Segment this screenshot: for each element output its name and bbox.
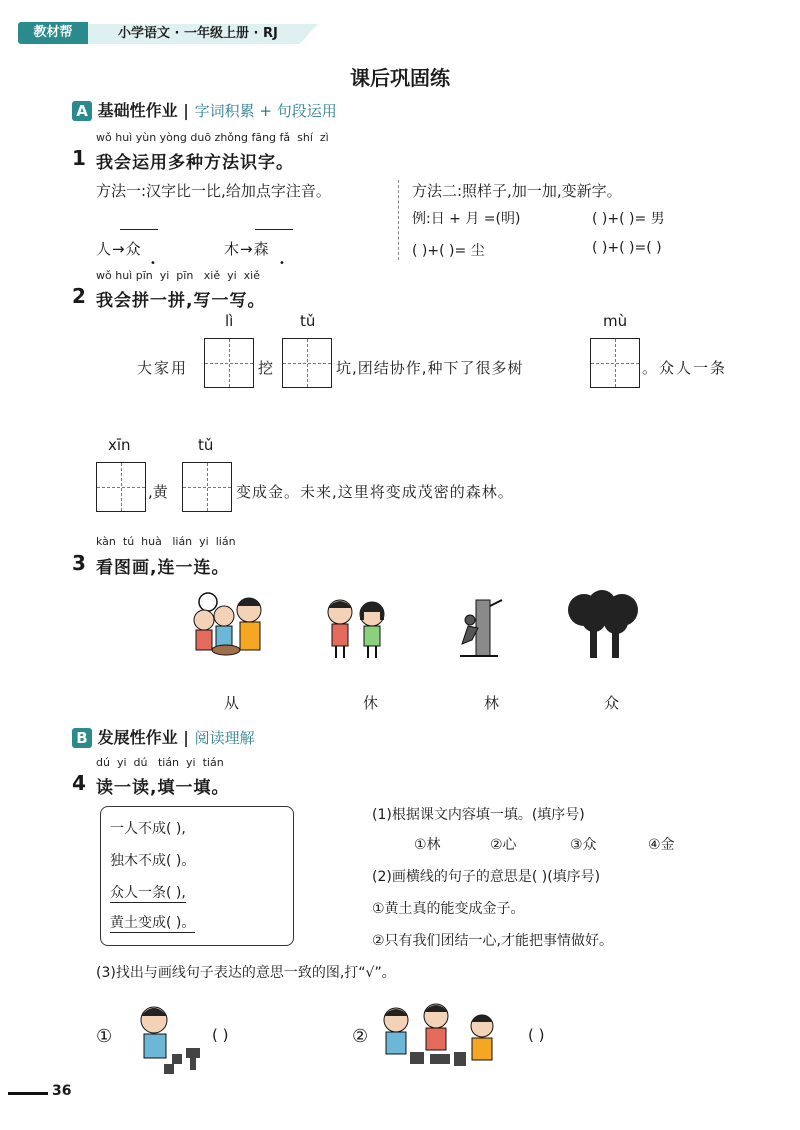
pinyin-tu2: tǔ	[198, 436, 214, 454]
writing-box-li[interactable]	[204, 338, 254, 388]
q3-text: 看图画,连一连。	[96, 558, 230, 578]
forest-trees-illustration	[566, 590, 642, 662]
q4-option2: ②只有我们团结一心,才能把事情做好。	[372, 933, 613, 949]
pinyin-li: lì	[225, 312, 234, 330]
pinyin-tu: tǔ	[300, 312, 316, 330]
two-friends-illustration	[322, 592, 392, 662]
q1-pair2: 木→森	[224, 240, 270, 258]
section-b-sub: 阅读理解	[194, 729, 255, 747]
q1-method2: 方法二:照样子,加一加,变新字。	[412, 182, 622, 200]
q1-pair1: 人→众	[96, 240, 142, 258]
passage-line-1[interactable]: 一人不成( ),	[110, 821, 186, 837]
answer-line-2[interactable]	[255, 229, 293, 230]
picture-1-label: ①	[96, 1026, 113, 1047]
section-b-heading	[72, 725, 255, 748]
subject-label: 小学语文 · 一年级上册 · RJ	[118, 26, 278, 41]
people-group-illustration	[184, 580, 274, 660]
q1-text: 我会运用多种方法识字。	[96, 153, 294, 173]
q4-pinyin: dú yi dú tián yi tián	[96, 756, 224, 769]
q2-s4: 。众人一条	[642, 359, 728, 377]
q4-text: 读一读,填一填。	[96, 778, 230, 798]
passage-line-3-underlined[interactable]: 众人一条( ),	[110, 882, 186, 903]
emphasis-dot: •	[279, 258, 285, 269]
child-stacking-blocks-alone-illustration	[124, 998, 214, 1078]
q3-pinyin: kàn tú huà lián yi lián	[96, 535, 236, 548]
q1-pinyin: wǒ huì yùn yòng duō zhǒng fāng fǎ shí zì	[96, 131, 329, 144]
section-b-label: 发展性作业	[97, 728, 178, 747]
q2-s2: 挖	[258, 359, 274, 377]
choice-jin: ④金	[648, 837, 675, 853]
q1-number: 1	[72, 146, 86, 170]
section-a-label: 基础性作业	[97, 101, 178, 120]
q1-eq3[interactable]: ( )+( )=( )	[592, 240, 662, 256]
section-a-sub: 字词积累 + 句段运用	[194, 102, 337, 120]
section-a-heading	[72, 98, 337, 121]
q3-label-lin[interactable]: 林	[484, 694, 500, 712]
q1-eq1[interactable]: ( )+( )= 男	[592, 211, 665, 227]
choice-lin: ①林	[414, 837, 441, 853]
divider: |	[183, 728, 190, 747]
passage-line-2[interactable]: 独木不成( )。	[110, 853, 196, 869]
picture-2-label: ②	[352, 1026, 369, 1047]
q1-eq2[interactable]: ( )+( )= 尘	[412, 243, 485, 259]
person-leaning-tree-illustration	[454, 598, 504, 660]
section-b-badge: B	[72, 728, 92, 748]
divider: |	[183, 101, 190, 120]
writing-box-tu[interactable]	[282, 338, 332, 388]
q3-label-zhong[interactable]: 众	[604, 694, 620, 712]
q2-s3: 坑,团结协作,种下了很多树	[336, 359, 524, 377]
writing-box-mu[interactable]	[590, 338, 640, 388]
pinyin-mu: mù	[603, 312, 628, 330]
q1-divider	[398, 180, 399, 260]
q2-s6: 变成金。未来,这里将变成茂密的森林。	[236, 483, 514, 501]
check-box-2[interactable]: ( )	[528, 1026, 545, 1044]
section-a-badge: A	[72, 101, 92, 121]
answer-line-1[interactable]	[120, 229, 158, 230]
emphasis-dot: •	[150, 258, 156, 269]
q2-s5: ,黄	[148, 483, 168, 501]
q2-s1: 大家用	[137, 359, 189, 377]
check-box-1[interactable]: ( )	[212, 1026, 229, 1044]
footer-stroke	[8, 1092, 48, 1095]
writing-box-xin[interactable]	[96, 462, 146, 512]
q4-part3: (3)找出与画线句子表达的意思一致的图,打“√”。	[96, 965, 396, 981]
q3-label-cong[interactable]: 从	[224, 694, 240, 712]
choice-xin: ②心	[490, 837, 517, 853]
q1-method1: 方法一:汉字比一比,给加点字注音。	[96, 182, 331, 200]
q3-label-xiu[interactable]: 休	[363, 694, 379, 712]
choice-zhong: ③众	[570, 837, 597, 853]
q4-option1: ①黄土真的能变成金子。	[372, 901, 525, 917]
q3-number: 3	[72, 551, 86, 575]
q4-part1: (1)根据课文内容填一填。(填序号)	[372, 807, 585, 823]
pinyin-xin: xīn	[108, 436, 131, 454]
q1-example: 例:日 + 月 =(明)	[412, 211, 521, 227]
q2-number: 2	[72, 284, 86, 308]
q2-pinyin: wǒ huì pīn yi pīn xiě yi xiě	[96, 269, 261, 282]
page-number: 36	[52, 1083, 72, 1099]
children-building-together-illustration	[374, 998, 504, 1078]
passage-line-4-underlined[interactable]: 黄土变成( )。	[110, 912, 195, 933]
page-title: 课后巩固练	[350, 66, 450, 90]
q4-number: 4	[72, 771, 86, 795]
brand-tag: 教材帮	[18, 22, 88, 44]
q2-text: 我会拼一拼,写一写。	[96, 291, 266, 311]
q4-part2[interactable]: (2)画横线的句子的意思是( )(填序号)	[372, 869, 601, 885]
writing-box-tu2[interactable]	[182, 462, 232, 512]
